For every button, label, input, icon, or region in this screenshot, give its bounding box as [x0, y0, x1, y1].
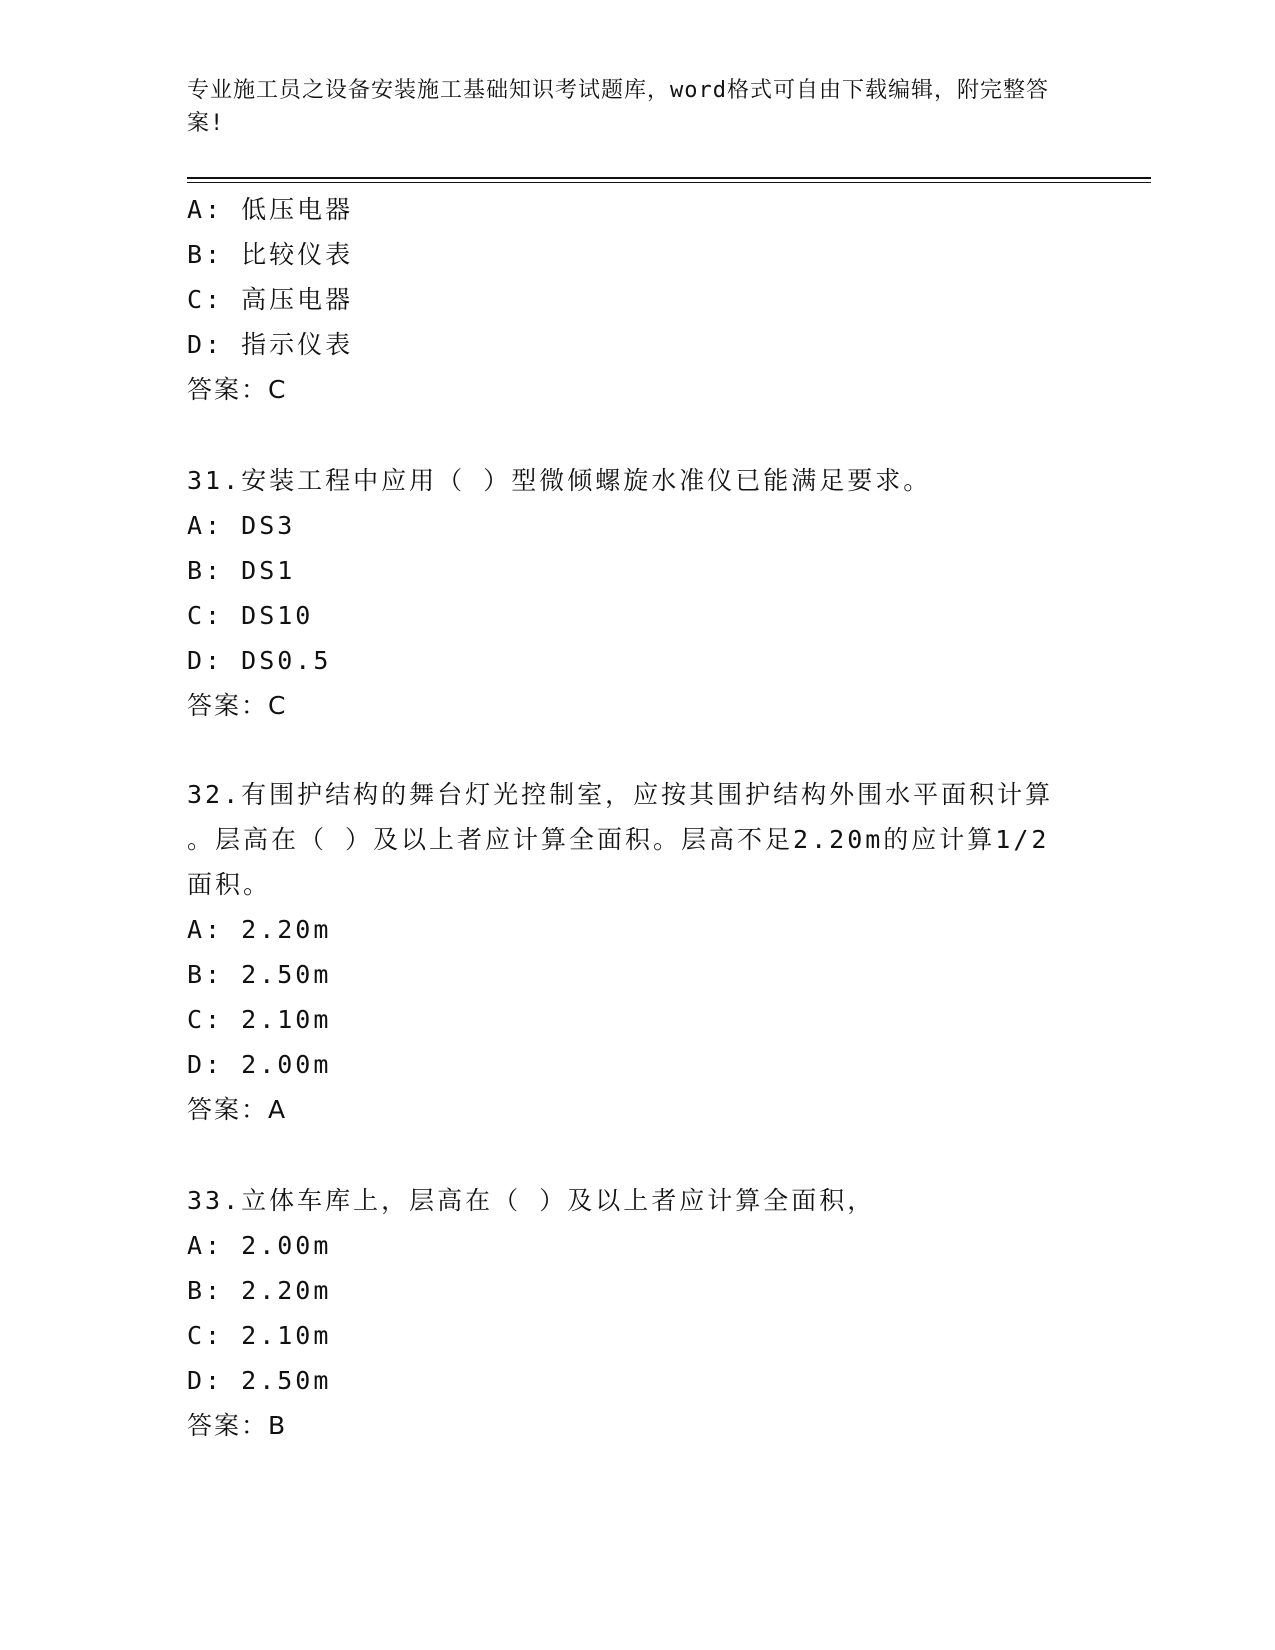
- option-a: A: 2.00m: [187, 1231, 332, 1260]
- option-c: C: 高压电器: [187, 285, 354, 314]
- option-d: D: 2.00m: [187, 1050, 332, 1079]
- answer: 答案：C: [187, 375, 288, 404]
- header-rule-thin: [187, 182, 1151, 183]
- header-rule-thick: [187, 177, 1151, 179]
- question-stem: 33.立体车库上，层高在（ ）及以上者应计算全面积，: [187, 1186, 876, 1215]
- option-a: A: 低压电器: [187, 195, 354, 224]
- option-a: A: DS3: [187, 511, 296, 540]
- option-b: B: 2.20m: [187, 1276, 332, 1305]
- question-stem-line: 32.有围护结构的舞台灯光控制室，应按其围护结构外围水平面积计算: [187, 780, 1054, 809]
- answer: 答案：B: [187, 1411, 288, 1440]
- question-stem-line: 。层高在（ ）及以上者应计算全面积。层高不足2.20m的应计算1/2: [187, 825, 1050, 854]
- answer: 答案：C: [187, 691, 288, 720]
- option-c: C: 2.10m: [187, 1005, 332, 1034]
- option-b: B: DS1: [187, 556, 296, 585]
- answer: 答案：A: [187, 1095, 288, 1124]
- question-stem: 31.安装工程中应用（ ）型微倾螺旋水准仪已能满足要求。: [187, 466, 932, 495]
- option-d: D: 2.50m: [187, 1366, 332, 1395]
- option-d: D: DS0.5: [187, 646, 332, 675]
- option-d: D: 指示仪表: [187, 330, 354, 359]
- option-c: C: 2.10m: [187, 1321, 332, 1350]
- document-header: 专业施工员之设备安装施工基础知识考试题库，word格式可自由下载编辑，附完整答案!: [187, 78, 1049, 136]
- option-b: B: 比较仪表: [187, 240, 354, 269]
- option-b: B: 2.50m: [187, 960, 332, 989]
- question-stem-line: 面积。: [187, 870, 272, 899]
- option-c: C: DS10: [187, 601, 314, 630]
- option-a: A: 2.20m: [187, 915, 332, 944]
